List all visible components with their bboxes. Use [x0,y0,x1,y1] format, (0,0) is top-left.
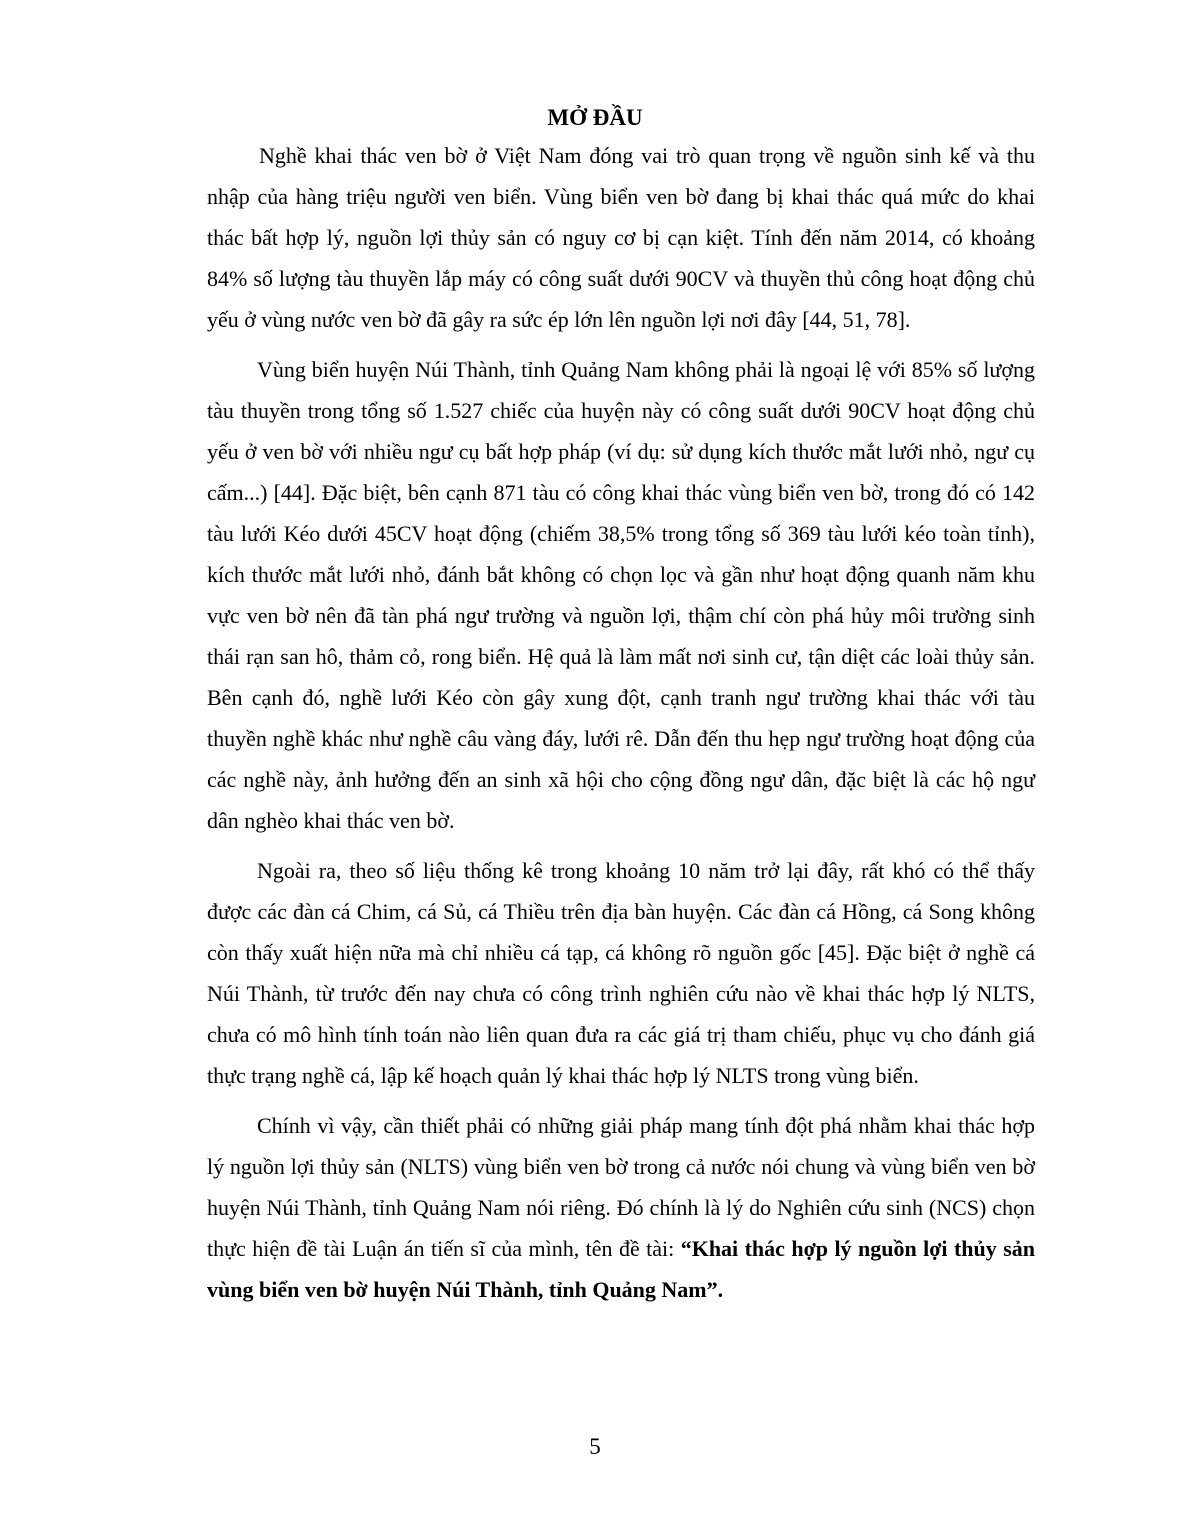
paragraph-1: Nghề khai thác ven bờ ở Việt Nam đóng vai trò quan trọng về nguồn sinh kế và thu nhập của hàng triệu người ven biển. Vùng biển ven bờ đang bị khai thác quá mức do khai thác bất hợp lý, nguồn lợi thủy sản có nguy cơ bị cạn kiệt. Tính đến năm 2014, có khoảng 84% số lượng tàu thuyền lắp máy có công suất dưới 90CV và thuyền thủ công hoạt động chủ yếu ở vùng nước ven bờ đã gây ra sức ép lớn lên nguồn lợi nơi đây [44, 51, 78]. [207,143,1035,332]
page-title: MỞ ĐẦU [547,105,643,130]
paragraph-4 [207,1105,1035,1310]
paragraph-2: Vùng biển huyện Núi Thành, tỉnh Quảng Nam không phải là ngoại lệ với 85% số lượng tàu thuyền trong tổng số 1.527 chiếc của huyện này có công suất dưới 90CV hoạt động chủ yếu ở ven bờ với nhiều ngư cụ bất hợp pháp (ví dụ: sử dụng kích thước mắt lưới nhỏ, ngư cụ cấm...) [44]. Đặc biệt, bên cạnh 871 tàu có công khai thác vùng biển ven bờ, trong đó có 142 tàu lưới Kéo dưới 45CV hoạt động (chiếm 38,5% trong tổng số 369 tàu lưới kéo toàn tỉnh), kích thước mắt lưới nhỏ, đánh bắt không có chọn lọc và gần như hoạt động quanh năm khu vực ven bờ nên đã tàn phá ngư trường và nguồn lợi, thậm chí còn phá hủy môi trường sinh thái rạn san hô, thảm cỏ, rong biển. Hệ quả là làm mất nơi sinh cư, tận diệt các loài thủy sản. Bên cạnh đó, nghề lưới Kéo còn gây xung đột, cạnh tranh ngư trường khai thác với tàu thuyền nghề khác như nghề câu vàng đáy, lưới rê. Dẫn đến thu hẹp ngư trường hoạt động của các nghề này, ảnh hưởng đến an sinh xã hội cho cộng đồng ngư dân, đặc biệt là các hộ ngư dân nghèo khai thác ven bờ. [207,357,1035,833]
paragraph-4-text: Chính vì vậy, cần thiết phải có những giải pháp mang tính đột phá nhằm khai thác hợp lý nguồn lợi thủy sản (NLTS) vùng biển ven bờ trong cả nước nói chung và vùng biển ven bờ huyện Núi Thành, tỉnh Quảng Nam nói riêng. Đó chính là lý do Nghiên cứu sinh (NCS) chọn thực hiện đề tài Luận án tiến sĩ của mình, tên đề tài: [207,1113,1035,1261]
body-text [207,135,1035,1310]
page-number: 5 [589,1434,601,1459]
paragraph-3: Ngoài ra, theo số liệu thống kê trong khoảng 10 năm trở lại đây, rất khó có thể thấy được các đàn cá Chim, cá Sủ, cá Thiều trên địa bàn huyện. Các đàn cá Hồng, cá Song không còn thấy xuất hiện nữa mà chỉ nhiều cá tạp, cá không rõ nguồn gốc [45]. Đặc biệt ở nghề cá Núi Thành, từ trước đến nay chưa có công trình nghiên cứu nào về khai thác hợp lý NLTS, chưa có mô hình tính toán nào liên quan đưa ra các giá trị tham chiếu, phục vụ cho đánh giá thực trạng nghề cá, lập kế hoạch quản lý khai thác hợp lý NLTS trong vùng biển. [207,858,1035,1088]
thesis-title: “Khai thác hợp lý nguồn lợi thủy sản vùng biển ven bờ huyện Núi Thành, tỉnh Quảng Nam”. [207,1236,1035,1302]
